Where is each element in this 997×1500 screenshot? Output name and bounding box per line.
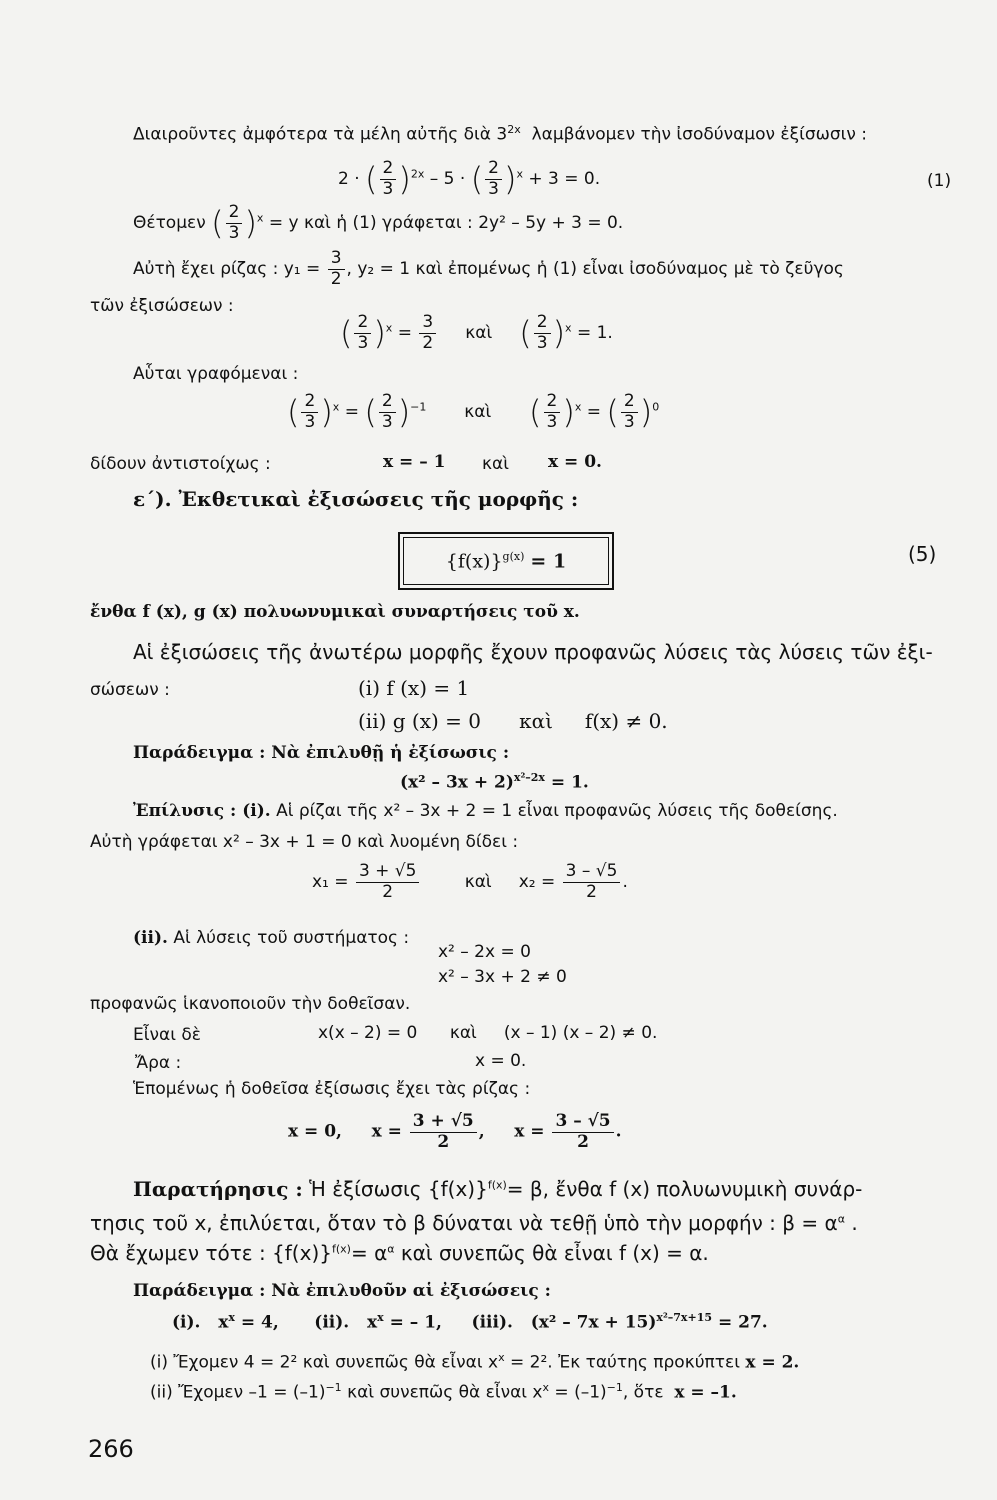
exponent: x: [565, 321, 572, 335]
exponent: x²–7x+15: [656, 1311, 713, 1324]
observation-line-1: [133, 1178, 862, 1200]
text: =: [344, 402, 359, 423]
text: (ii).: [133, 928, 168, 948]
text: x =: [371, 1121, 402, 1142]
numerator: 3 + √5: [356, 862, 420, 883]
exponent: −1: [325, 1381, 342, 1394]
text: = 27.: [717, 1312, 768, 1333]
denominator: 2: [330, 268, 342, 289]
numerator: 3 + √5: [410, 1112, 477, 1133]
text-line: [135, 1054, 181, 1073]
text: Εἶναι δὲ: [133, 1025, 201, 1045]
boxed-equation: [398, 532, 614, 590]
text: Αἱ ρίζαι τῆς x² – 3x + 2 = 1 εἶναι προφανῶς λύσεις τῆς δοθείσης.: [276, 801, 838, 821]
text: Παρατήρησις :: [133, 1177, 303, 1201]
text: = 1.: [550, 772, 589, 793]
text: καὶ: [465, 323, 493, 344]
text: .: [851, 1211, 858, 1235]
text: καὶ συνεπῶς θὰ εἶναι x: [347, 1382, 543, 1403]
text: προφανῶς ἱκανοποιοῦν τὴν δοθεῖσαν.: [90, 994, 411, 1014]
text: ἔνθα f (x), g (x) πολυωνυμικαὶ συναρτήσεις τοῦ x.: [90, 602, 580, 622]
exponent: x: [516, 167, 523, 181]
text: = β, ἔνθα f (x) πολυωνυμικὴ συνάρ-: [506, 1177, 863, 1201]
boxed-equation-text: [400, 550, 612, 572]
text: (5): [908, 542, 937, 566]
numerator: 2: [621, 392, 638, 413]
roots-x1-x2: [312, 862, 628, 902]
text: – 5 ·: [429, 169, 466, 190]
text: καὶ: [464, 872, 492, 893]
denominator: 3: [381, 411, 393, 432]
exponent: x: [377, 1311, 384, 1324]
text: Ἡ ἐξίσωσις {f(x)}: [309, 1177, 488, 1201]
text: καὶ: [464, 402, 492, 423]
text: λαμβάνομεν τὴν ἰσοδύναμον ἐξίσωσιν :: [531, 124, 867, 145]
text: x = 0,: [288, 1121, 342, 1142]
exponent: x: [385, 321, 393, 335]
text-line: [90, 681, 170, 700]
substitution-line: Θέτομεν ( $\frac{2}{3}$ )$^x$ = y καὶ ἡ (1) γράφεται : 2y² – 5y + 3 = 0.: [133, 202, 624, 243]
text: =: [586, 402, 601, 423]
numerator: 3: [419, 313, 436, 334]
condition-ii: [358, 710, 668, 732]
text: = 2². Ἐκ ταύτης προκύπτει: [510, 1352, 740, 1373]
text: Αὐτὴ ἔχει ρίζας :: [133, 259, 279, 280]
text: .: [615, 1121, 622, 1142]
example-heading: [133, 1282, 551, 1301]
text: = (–1): [554, 1382, 607, 1403]
text: = α: [350, 1241, 388, 1265]
text: = – 1,: [389, 1312, 442, 1333]
text: δίδουν ἀντιστοίχως :: [90, 454, 271, 474]
text: = 4,: [240, 1312, 279, 1333]
text: Ἐπίλυσις : (i).: [133, 801, 271, 821]
text-line: [475, 1052, 526, 1071]
exponent: x: [498, 1351, 505, 1364]
text: (ii) Ἔχομεν –1 = (–1): [150, 1382, 326, 1403]
exponent: 0: [652, 400, 660, 414]
text: ,: [478, 1121, 485, 1142]
text-line: [133, 1080, 530, 1099]
text: = 1: [530, 550, 567, 573]
exponent: x: [228, 1311, 235, 1324]
text: (i) f (x) = 1: [358, 676, 470, 700]
text-line: [133, 1026, 201, 1045]
numerator: 2: [226, 203, 243, 224]
text-line: [133, 365, 298, 384]
system-eq-2: [438, 968, 567, 987]
text: Θέτομεν: [133, 213, 206, 234]
equation-tag: [908, 543, 936, 565]
exponent: f(x): [331, 1242, 351, 1256]
exponent: x: [542, 1381, 550, 1394]
text: (iii).: [471, 1312, 513, 1333]
text: Παράδειγμα : Νὰ ἐπιλυθοῦν αἱ ἐξισώσεις :: [133, 1281, 551, 1301]
exponent: x²–2x: [513, 771, 545, 784]
answer-ii: [150, 1382, 737, 1402]
denominator: 3: [382, 178, 394, 199]
denominator: 3: [357, 332, 369, 353]
equation-pair-a: ( $\frac{2}{3}$ )$^x$ = $\frac{3}{2}$ καὶ ( $\frac{2}{3}$ )$^x$ = 1.: [340, 312, 613, 353]
equation-1: 2 · ( $\frac{2}{3}$ )$^{2x}$ – 5 · ( $\frac{2}{3}$ )$^x$ + 3 = 0.: [338, 158, 601, 199]
text: (1): [927, 171, 952, 191]
exponent: f(x): [487, 1178, 507, 1192]
result-x1: [383, 453, 445, 472]
exponent: α: [837, 1212, 845, 1226]
denominator: 2: [437, 1131, 450, 1152]
answer-i: [150, 1352, 799, 1372]
example-equations: [172, 1312, 768, 1332]
denominator: 3: [623, 411, 635, 432]
section-heading: [133, 488, 578, 510]
solution-line: [133, 802, 838, 821]
denominator: 3: [488, 178, 499, 199]
text: x² – 3x + 2 ≠ 0: [438, 967, 567, 987]
text: x = 0.: [548, 452, 602, 472]
text: σώσεων :: [90, 680, 170, 700]
exponent: −1: [410, 400, 427, 414]
numerator: 2: [534, 313, 551, 334]
system-intro: [133, 929, 409, 948]
text: Διαιροῦντες ἀμφότερα τὰ μέλη αὐτῆς διὰ 3: [133, 124, 508, 145]
text: , ὅτε: [622, 1382, 664, 1403]
text: f(x) ≠ 0.: [584, 709, 668, 733]
numerator: 2: [380, 159, 397, 180]
equation-tag: [927, 172, 951, 191]
intro-line: [133, 124, 867, 144]
text: Αἱ ἐξισώσεις τῆς ἀνωτέρω μορφῆς ἔχουν προφανῶς λύσεις τὰς λύσεις τῶν ἐξι-: [133, 640, 933, 664]
text: {f(x)}: [445, 550, 503, 573]
denominator: 3: [304, 411, 316, 432]
text: 266: [88, 1435, 134, 1463]
numerator: 2: [544, 392, 561, 413]
text: καὶ: [449, 1023, 477, 1043]
exponent: x: [256, 211, 264, 225]
text-line: [133, 641, 933, 663]
denominator: 2: [586, 881, 597, 902]
text: + 3 = 0.: [528, 169, 601, 190]
text: (x² – 3x + 2): [400, 772, 514, 793]
condition-i: [358, 677, 469, 699]
text: καὶ: [519, 709, 554, 733]
text-line: [90, 603, 580, 622]
numerator: 2: [485, 159, 502, 180]
text: x: [218, 1312, 229, 1333]
numerator: 3 – √5: [563, 862, 621, 883]
text: = y καὶ ἡ (1) γράφεται : 2y² – 5y + 3 = 0.: [268, 213, 624, 234]
text: Αἱ λύσεις τοῦ συστήματος :: [173, 928, 410, 948]
equation-pair-b: ( $\frac{2}{3}$ )$^x$ = ( $\frac{2}{3}$ )$^{-1}$ καὶ ( $\frac{2}{3}$ )$^x$ = ( $\frac{2}{3}$ )$^0$: [287, 391, 660, 432]
text-line: [90, 833, 518, 852]
text: Παράδειγμα : Νὰ ἐπιλυθῇ ἡ ἐξίσωσις :: [133, 743, 510, 763]
text-line: [90, 995, 410, 1014]
denominator: 2: [422, 332, 434, 353]
numerator: 3: [328, 249, 345, 270]
exponent: g(x): [502, 550, 525, 563]
text: x₂ =: [518, 872, 556, 893]
observation-line-3: [90, 1242, 709, 1264]
text: x = – 1: [383, 452, 446, 472]
text: Αὗται γραφόμεναι :: [133, 364, 299, 384]
text: Αὐτὴ γράφεται x² – 3x + 1 = 0 καὶ λυομένη δίδει :: [90, 832, 519, 852]
text: (ii).: [314, 1312, 350, 1333]
text: , y₂ = 1 καὶ ἐπομένως ἡ (1) εἶναι ἰσοδύναμος μὲ τὸ ζεῦγος: [346, 259, 844, 280]
text: .: [622, 872, 628, 893]
text: 2 ·: [338, 169, 360, 190]
numerator: 2: [379, 392, 396, 413]
results-line: [90, 455, 271, 474]
text: x² – 2x = 0: [438, 942, 531, 962]
text: (ii) g (x) = 0: [358, 709, 481, 733]
page-number: [88, 1436, 134, 1462]
text: x = –1.: [674, 1382, 737, 1403]
denominator: 3: [546, 411, 558, 432]
text-line: [90, 297, 234, 316]
text: x₁ =: [312, 872, 349, 893]
denominator: 3: [536, 332, 548, 353]
exponent: −1: [606, 1381, 623, 1394]
result-x2: [548, 453, 602, 472]
text: καὶ: [482, 454, 509, 474]
text: Ἄρα :: [135, 1053, 182, 1073]
denominator: 2: [577, 1131, 589, 1152]
example-heading: [133, 744, 509, 763]
result-kai: [482, 455, 509, 474]
exponent: x: [332, 400, 340, 414]
text: x = 0.: [475, 1051, 527, 1071]
text: τῶν ἐξισώσεων :: [90, 296, 234, 316]
text: (i).: [172, 1312, 201, 1333]
observation-line-2: [90, 1212, 858, 1234]
text: y₁ =: [283, 259, 321, 280]
text: ε΄). Ἐκθετικαὶ ἐξισώσεις τῆς μορφῆς :: [133, 487, 579, 511]
numerator: 2: [301, 392, 318, 413]
text: Ἑπομένως ἡ δοθεῖσα ἐξίσωσις ἔχει τὰς ρίζας :: [133, 1079, 531, 1099]
text: καὶ συνεπῶς θὰ εἶναι f (x) = α.: [400, 1241, 709, 1265]
text: τησις τοῦ x, ἐπιλύεται, ὅταν τὸ β δύναται νὰ τεθῇ ὑπὸ τὴν μορφήν : β = α: [90, 1211, 838, 1235]
text-line: [318, 1024, 657, 1043]
final-roots: [288, 1112, 622, 1152]
numerator: 3 – √5: [552, 1112, 613, 1133]
roots-line: [133, 249, 844, 289]
text: = 1.: [576, 323, 613, 344]
exponent: 2x: [410, 167, 425, 181]
numerator: 2: [354, 313, 371, 334]
text: (x² – 7x + 15): [530, 1312, 657, 1333]
text: x: [366, 1312, 378, 1333]
text: x = 2.: [745, 1352, 800, 1373]
text: x =: [514, 1121, 545, 1142]
exponent: α: [387, 1242, 395, 1256]
denominator: 3: [228, 222, 240, 243]
text: x(x – 2) = 0: [318, 1023, 418, 1043]
text: (i) Ἔχομεν 4 = 2² καὶ συνεπῶς θὰ εἶναι x: [150, 1352, 499, 1373]
denominator: 2: [382, 881, 394, 902]
exponent: x: [574, 400, 582, 414]
exponent: 2x: [507, 123, 521, 136]
system-eq-1: [438, 943, 531, 962]
text: (x – 1) (x – 2) ≠ 0.: [503, 1023, 658, 1043]
example-equation: [400, 772, 589, 792]
text: =: [397, 323, 412, 344]
text: Θὰ ἔχωμεν τότε : {f(x)}: [90, 1241, 332, 1265]
